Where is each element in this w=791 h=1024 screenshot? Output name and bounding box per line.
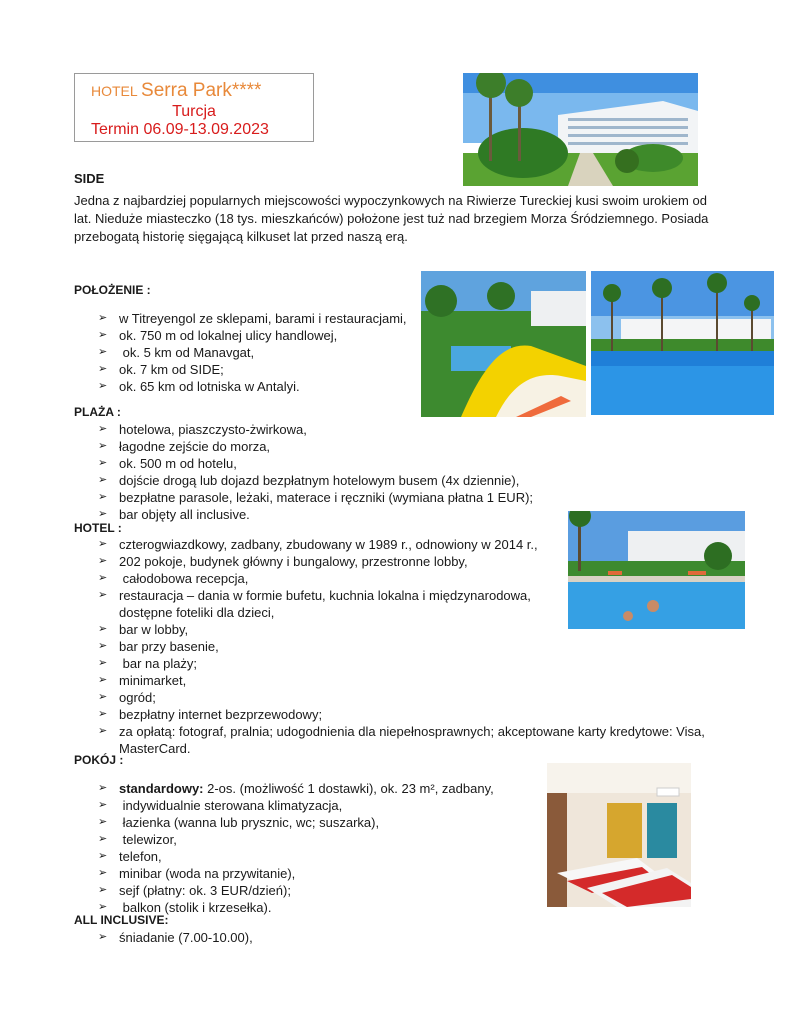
room-title: POKÓJ : xyxy=(74,753,124,767)
location-title: POŁOŻENIE : xyxy=(74,283,151,297)
bullet-arrow-icon: ➢ xyxy=(98,850,108,862)
list-item: ➢ minibar (woda na przywitanie), xyxy=(98,866,296,881)
list-item: ➢ całodobowa recepcja, xyxy=(98,571,249,586)
hotel-title-box xyxy=(74,73,314,142)
list-item: ➢ śniadanie (7.00-10.00), xyxy=(98,930,253,945)
list-item: ➢ ok. 750 m od lokalnej ulicy handlowej, xyxy=(98,328,338,343)
bullet-arrow-icon: ➢ xyxy=(98,380,108,392)
list-item: ➢ balkon (stolik i krzesełka). xyxy=(98,900,272,915)
list-item: ➢ telefon, xyxy=(98,849,162,864)
hotel-name-line xyxy=(91,80,261,102)
list-item: ➢ w Titreyengol ze sklepami, barami i restauracjami, xyxy=(98,311,407,326)
list-item: ➢ bar objęty all inclusive. xyxy=(98,507,250,522)
list-item: ➢ ok. 65 km od lotniska w Antalyi. xyxy=(98,379,300,394)
bullet-arrow-icon: ➢ xyxy=(98,725,108,737)
bullet-arrow-icon: ➢ xyxy=(98,833,108,845)
list-item: ➢ ok. 5 km od Manavgat, xyxy=(98,345,255,360)
bullet-arrow-icon: ➢ xyxy=(98,346,108,358)
bullet-arrow-icon: ➢ xyxy=(98,901,108,913)
bullet-arrow-icon: ➢ xyxy=(98,423,108,435)
side-description: Jedna z najbardziej popularnych miejscowości wypoczynkowych na Riwierze Tureckiej kusi swoim urokiem od lat. Nieduże miasteczko (18 tys. mieszkańców) położone jest tuż nad brzegiem Morza Śródziemnego. Posiada przebogatą historię sięgającą kilkuset lat przed naszą erą. xyxy=(74,193,709,244)
bullet-arrow-icon: ➢ xyxy=(98,312,108,324)
bullet-arrow-icon: ➢ xyxy=(98,538,108,550)
list-item: ➢ ok. 7 km od SIDE; xyxy=(98,362,224,377)
water-slide-photo xyxy=(421,271,586,417)
all-inclusive-title: ALL INCLUSIVE: xyxy=(74,913,169,927)
bullet-arrow-icon: ➢ xyxy=(98,457,108,469)
bullet-arrow-icon: ➢ xyxy=(98,555,108,567)
hotel-prefix: HOTEL xyxy=(91,83,142,99)
list-item: ➢ łagodne zejście do morza, xyxy=(98,439,271,454)
list-item: ➢ ok. 500 m od hotelu, xyxy=(98,456,237,471)
bullet-arrow-icon: ➢ xyxy=(98,363,108,375)
room-list xyxy=(98,780,538,916)
bullet-arrow-icon: ➢ xyxy=(98,799,108,811)
hotel-country: Turcja xyxy=(172,103,216,120)
bullet-arrow-icon: ➢ xyxy=(98,508,108,520)
room-photo xyxy=(547,763,691,907)
pool-guests-photo xyxy=(568,511,745,629)
list-item: ➢ bezpłatny internet bezprzewodowy; xyxy=(98,707,323,722)
list-item: ➢ indywidualnie sterowana klimatyzacja, xyxy=(98,798,343,813)
bullet-arrow-icon: ➢ xyxy=(98,329,108,341)
bullet-arrow-icon: ➢ xyxy=(98,474,108,486)
bullet-arrow-icon: ➢ xyxy=(98,674,108,686)
hotel-term: Termin 06.09-13.09.2023 xyxy=(91,121,269,138)
list-item: ➢ bar na plaży; xyxy=(98,656,198,671)
bullet-arrow-icon: ➢ xyxy=(98,491,108,503)
list-item: ➢ za opłatą: fotograf, pralnia; udogodnienia dla niepełnosprawnych; akceptowane karty kredytowe: Visa, MasterCard. xyxy=(98,724,705,756)
bullet-arrow-icon: ➢ xyxy=(98,572,108,584)
beach-title: PLAŻA : xyxy=(74,405,121,419)
bullet-arrow-icon: ➢ xyxy=(98,782,108,794)
all-inclusive-list xyxy=(98,929,538,946)
list-item: ➢ hotelowa, piaszczysto-żwirkowa, xyxy=(98,422,307,437)
bullet-arrow-icon: ➢ xyxy=(98,691,108,703)
bullet-arrow-icon: ➢ xyxy=(98,884,108,896)
bullet-arrow-icon: ➢ xyxy=(98,440,108,452)
bullet-arrow-icon: ➢ xyxy=(98,708,108,720)
list-item: ➢ bezpłatne parasole, leżaki, materace i ręczniki (wymiana płatna 1 EUR); xyxy=(98,490,534,505)
list-item: ➢ restauracja – dania w formie bufetu, kuchnia lokalna i międzynarodowa, dostępne foteliki dla dzieci, xyxy=(98,588,531,620)
hotel-list xyxy=(98,536,705,757)
bullet-arrow-icon: ➢ xyxy=(98,640,108,652)
list-item: ➢ czterogwiazdkowy, zadbany, zbudowany w 1989 r., odnowiony w 2014 r., xyxy=(98,537,538,552)
side-title: SIDE xyxy=(74,171,105,186)
hotel-name: Serra Park**** xyxy=(141,80,262,101)
bullet-arrow-icon: ➢ xyxy=(98,623,108,635)
hotel-section-title: HOTEL : xyxy=(74,521,122,535)
list-item: ➢ standardowy: 2-os. (możliwość 1 dostawki), ok. 23 m², zadbany, xyxy=(98,781,494,796)
list-item: ➢ sejf (płatny: ok. 3 EUR/dzień); xyxy=(98,883,291,898)
list-item: ➢ bar przy basenie, xyxy=(98,639,219,654)
bullet-arrow-icon: ➢ xyxy=(98,589,108,601)
list-item: ➢ łazienka (wanna lub prysznic, wc; suszarka), xyxy=(98,815,380,830)
hotel-exterior-photo xyxy=(463,73,698,186)
beach-list xyxy=(98,421,568,523)
bullet-arrow-icon: ➢ xyxy=(98,657,108,669)
list-item: ➢ telewizor, xyxy=(98,832,177,847)
list-item: ➢ bar w lobby, xyxy=(98,622,189,637)
bullet-arrow-icon: ➢ xyxy=(98,931,108,943)
list-item: ➢ ogród; xyxy=(98,690,156,705)
bullet-arrow-icon: ➢ xyxy=(98,867,108,879)
list-item: ➢ minimarket, xyxy=(98,673,187,688)
pool-palms-photo xyxy=(591,271,774,415)
location-list xyxy=(98,310,428,395)
room-type-label: standardowy: xyxy=(119,781,204,796)
list-item: ➢ 202 pokoje, budynek główny i bungalowy, przestronne lobby, xyxy=(98,554,468,569)
list-item: ➢ dojście drogą lub dojazd bezpłatnym hotelowym busem (4x dziennie), xyxy=(98,473,520,488)
bullet-arrow-icon: ➢ xyxy=(98,816,108,828)
